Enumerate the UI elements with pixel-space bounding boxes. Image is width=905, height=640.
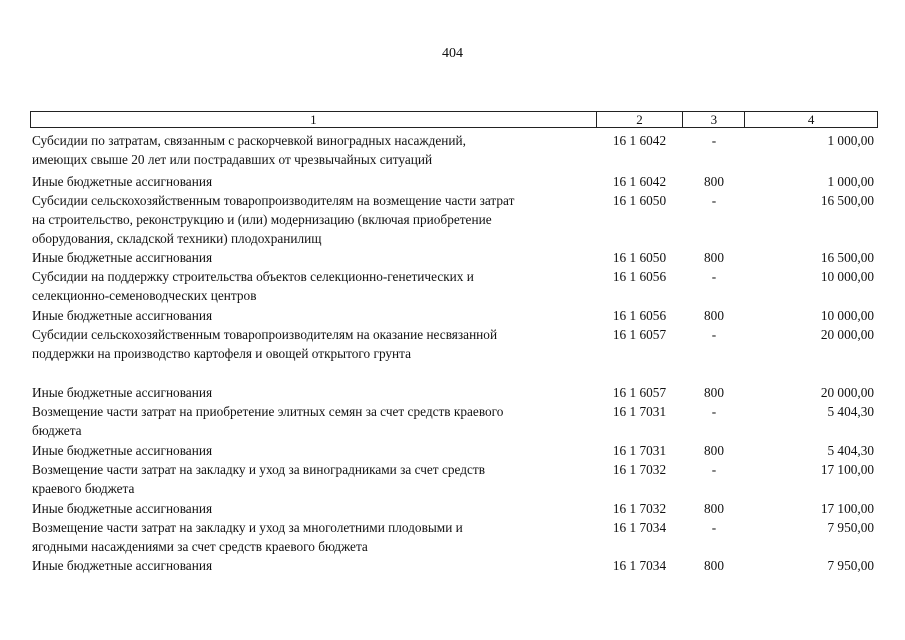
row-description-line: Иные бюджетные ассигнования (32, 558, 213, 573)
row-expense-type: 800 (704, 558, 724, 573)
header-cell-col-1: 1 (310, 112, 317, 127)
row-description (30, 248, 596, 267)
row-description-line: Иные бюджетные ассигнования (32, 174, 213, 189)
row-expense-type: 800 (704, 174, 724, 189)
row-amount: 5 404,30 (827, 404, 874, 419)
row-description (30, 402, 596, 440)
row-code: 16 1 6042 (612, 174, 667, 189)
row-code: 16 1 6050 (612, 250, 667, 265)
table-row (30, 131, 878, 169)
row-amount: 1 000,00 (827, 174, 874, 189)
row-description-line: Субсидии по затратам, связанным с раскорчевкой виноградных насаждений, (32, 133, 466, 148)
row-description-line: поддержки на производство картофеля и овощей открытого грунта (32, 346, 412, 361)
row-description-line: ягодными насаждениями за счет средств краевого бюджета (32, 539, 368, 554)
row-expense-type: - (711, 404, 717, 419)
table-row (30, 499, 878, 518)
row-amount: 10 000,00 (820, 308, 874, 323)
table-row (30, 248, 878, 267)
row-description-line: на строительство, реконструкцию и (или) модернизацию (включая приобретение (32, 212, 492, 227)
row-expense-type: 800 (704, 385, 724, 400)
row-code: 16 1 7031 (612, 443, 667, 458)
table-row (30, 325, 878, 363)
row-description-line: имеющих свыше 20 лет или пострадавших от чрезвычайных ситуаций (32, 152, 433, 167)
row-description-line: Иные бюджетные ассигнования (32, 501, 213, 516)
row-description-line: Субсидии на поддержку строительства объектов селекционно-генетических и (32, 269, 474, 284)
row-description-line: оборудования, складской техники) плодохранилищ (32, 231, 322, 246)
row-amount: 20 000,00 (820, 385, 874, 400)
table-row (30, 306, 878, 325)
row-expense-type: - (711, 520, 717, 535)
row-expense-type: - (711, 269, 717, 284)
row-code: 16 1 6057 (612, 327, 667, 342)
table-header (30, 111, 878, 128)
row-description-line: Иные бюджетные ассигнования (32, 308, 213, 323)
header-cell-col-2: 2 (596, 112, 683, 127)
row-description (30, 172, 596, 191)
row-description-line: Иные бюджетные ассигнования (32, 443, 213, 458)
row-amount: 7 950,00 (827, 520, 874, 535)
table-row (30, 460, 878, 498)
row-description (30, 460, 596, 498)
row-amount: 16 500,00 (820, 193, 874, 208)
header-cell-col-4: 4 (744, 112, 877, 127)
row-amount: 17 100,00 (820, 501, 874, 516)
table-row (30, 383, 878, 402)
row-amount: 1 000,00 (827, 133, 874, 148)
row-code: 16 1 7031 (612, 404, 667, 419)
row-expense-type: - (711, 327, 717, 342)
table-row (30, 191, 878, 248)
table-row (30, 402, 878, 440)
table-row (30, 172, 878, 191)
row-description-line: Возмещение части затрат на закладку и уход за виноградниками за счет средств (32, 462, 485, 477)
row-expense-type: 800 (704, 308, 724, 323)
row-expense-type: 800 (704, 501, 724, 516)
row-description (30, 441, 596, 460)
table-row (30, 518, 878, 556)
row-description (30, 325, 596, 363)
row-code: 16 1 6057 (612, 385, 667, 400)
budget-table (30, 111, 878, 573)
row-description (30, 191, 596, 248)
row-expense-type: 800 (704, 443, 724, 458)
row-description (30, 383, 596, 402)
row-amount: 10 000,00 (820, 269, 874, 284)
row-expense-type: 800 (704, 250, 724, 265)
row-code: 16 1 6050 (612, 193, 667, 208)
row-description (30, 131, 596, 169)
row-amount: 17 100,00 (820, 462, 874, 477)
row-description-line: Возмещение части затрат на закладку и уход за многолетними плодовыми и (32, 520, 463, 535)
row-amount: 20 000,00 (820, 327, 874, 342)
row-description (30, 518, 596, 556)
row-expense-type: - (711, 193, 717, 208)
page-number: 404 (442, 46, 463, 61)
row-description-line: Иные бюджетные ассигнования (32, 385, 213, 400)
row-description (30, 306, 596, 325)
row-description (30, 267, 596, 305)
row-description-line: Иные бюджетные ассигнования (32, 250, 213, 265)
row-amount: 7 950,00 (827, 558, 874, 573)
table-row (30, 267, 878, 305)
row-description-line: Субсидии сельскохозяйственным товаропроизводителям на оказание несвязанной (32, 327, 498, 342)
row-code: 16 1 7032 (612, 501, 667, 516)
row-description-line: бюджета (32, 423, 82, 438)
row-code: 16 1 6042 (612, 133, 667, 148)
row-description-line: Субсидии сельскохозяйственным товаропроизводителям на возмещение части затрат (32, 193, 515, 208)
table-row (30, 441, 878, 460)
header-cell-col-3: 3 (682, 112, 744, 127)
row-description-line: краевого бюджета (32, 481, 135, 496)
row-expense-type: - (711, 133, 717, 148)
table-row (30, 556, 878, 575)
row-amount: 5 404,30 (827, 443, 874, 458)
row-expense-type: - (711, 462, 717, 477)
row-code: 16 1 7034 (612, 558, 667, 573)
row-code: 16 1 7032 (612, 462, 667, 477)
row-code: 16 1 6056 (612, 308, 667, 323)
row-description-line: селекционно-семеноводческих центров (32, 288, 257, 303)
row-code: 16 1 7034 (612, 520, 667, 535)
row-description-line: Возмещение части затрат на приобретение элитных семян за счет средств краевого (32, 404, 504, 419)
row-description (30, 499, 596, 518)
row-amount: 16 500,00 (820, 250, 874, 265)
row-description (30, 556, 596, 575)
row-code: 16 1 6056 (612, 269, 667, 284)
